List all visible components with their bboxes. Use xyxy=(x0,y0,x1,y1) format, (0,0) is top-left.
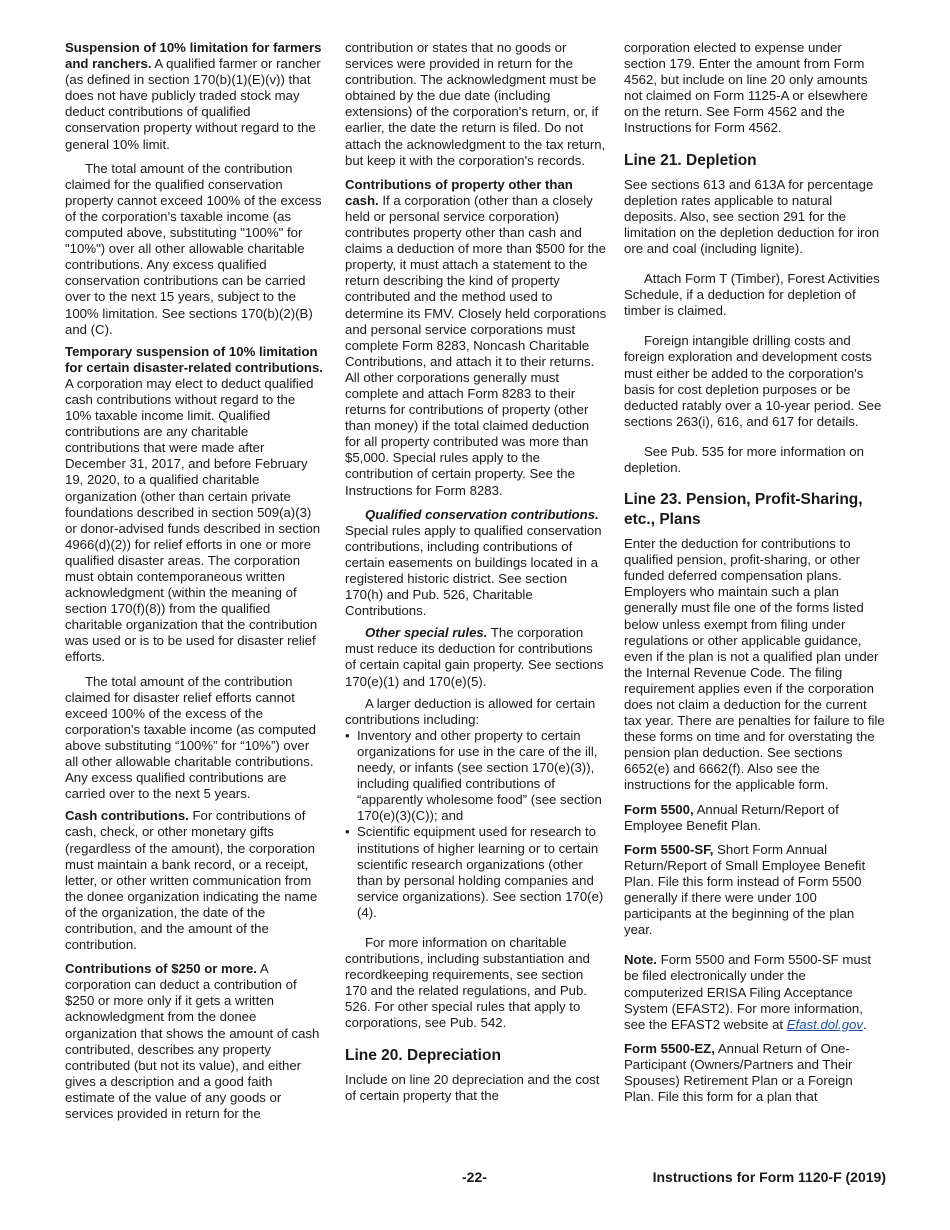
run-in-heading: Form 5500-SF, xyxy=(624,841,714,857)
section-heading: Line 21. Depletion xyxy=(624,151,757,169)
run-in-heading: Cash contributions. xyxy=(65,808,189,824)
column-3 xyxy=(624,40,886,1113)
page-number: -22- xyxy=(462,1169,487,1185)
run-in-heading: Contributions of property other than cash. xyxy=(345,176,573,208)
paragraph: See Pub. 535 for more information on depletion. xyxy=(624,443,864,475)
paragraph: Contributions of $250 or more. A corporation can deduct a contribution of $250 or more only if it gets a written acknowledgment from the donee organization that shows the amount of cash contributed, describes any property contributed (but not its value), and either gives a description and a good faith estimate of the value of any goods or services provided in return for the xyxy=(65,961,320,1121)
run-in-heading: Form 5500, xyxy=(624,801,694,817)
paragraph: Form 5500, Annual Return/Report of Employee Benefit Plan. xyxy=(624,801,839,833)
column-2 xyxy=(345,40,607,1112)
run-in-heading: Form 5500-EZ, xyxy=(624,1040,715,1056)
paragraph: Foreign intangible drilling costs and foreign exploration and development costs must either be added to the corporation's basis for cost depletion purposes or be deducted ratably over a 10-year period. See sections 263(i), 616, and 617 for details. xyxy=(624,333,882,429)
run-in-heading: Qualified conservation contributions. xyxy=(365,506,599,522)
run-in-heading: Contributions of $250 or more. xyxy=(65,961,257,977)
footer-form-title: Instructions for Form 1120-F (2019) xyxy=(652,1169,886,1185)
paragraph: Form 5500-SF, Short Form Annual Return/Report of Small Employee Benefit Plan. File this form instead of Form 5500 generally if there were under 100 participants at the beginning of the plan year. xyxy=(624,841,866,938)
run-in-heading: Temporary suspension of 10% limitation for certain disaster-related contributions. xyxy=(65,343,323,375)
paragraph: See sections 613 and 613A for percentage depletion rates applicable to natural deposits. Also, see section 291 for the limitation on the depletion deduction for iron ore and coal (including lignite). xyxy=(624,176,880,256)
paragraph: Qualified conservation contributions. Special rules apply to qualified conservation contributions, including contributions of certain easements on buildings located in a registered historic district. See section 170(h) and Pub. 526, Charitable Contributions. xyxy=(345,506,602,619)
paragraph: Suspension of 10% limitation for farmers and ranchers. A qualified farmer or rancher (as defined in section 170(b)(1)(E)(v)) that does not have publicly traded stock may deduct contributions of qualified conservation property without regard to the general 10% limit. xyxy=(65,40,322,152)
note-paragraph: Note. Form 5500 and Form 5500-SF must be filed electronically under the computerized ERISA Filing Acceptance System (EFAST2). For more information, see the EFAST2 website at Efast.dol.gov. xyxy=(624,952,871,1032)
paragraph: contribution or states that no goods or services were provided in return for the contribution. The acknowledgment must be obtained by the due date (including extensions) of the corporation's return, or, if earlier, the date the return is filed. Do not attach the acknowledgment to the tax return, but keep it with the corporation's records. xyxy=(345,40,606,168)
bullet-item: • Inventory and other property to certain organizations for use in the care of the ill, needy, or infants (see section 170(e)(3)), including qualified contributions of “apparently wholesome food” (see section 170(e)(3)(C)); and xyxy=(345,728,607,825)
bullet-item: • Scientific equipment used for research to institutions of higher learning or to certain scientific research organizations (other than by personal holding companies and service organizations). See section 170(e)(4). xyxy=(345,824,607,921)
run-in-heading: Other special rules. xyxy=(365,625,488,641)
paragraph: Include on line 20 depreciation and the cost of certain property that the xyxy=(345,1071,600,1103)
run-in-heading: Suspension of 10% limitation for farmers and ranchers. xyxy=(65,40,322,72)
paragraph: corporation elected to expense under section 179. Enter the amount from Form 4562, but include on line 20 only amounts not claimed on Form 1125-A or elsewhere on the return. See Form 4562 and the Instructions for Form 4562. xyxy=(624,40,868,136)
paragraph: Enter the deduction for contributions to qualified pension, profit-sharing, or other funded deferred compensation plans. Employers who maintain such a plan generally must file one of the forms listed below unless exempt from filing under regulations or other applicable guidance, even if the plan is not a qualified plan under the Internal Revenue Code. The filing requirement applies even if the corporation does not claim a deduction for the current tax year. There are penalties for failure to file these forms on time and for overstating the pension plan deduction. See sections 6652(e) and 6662(f). Also see the instructions for the applicable form. xyxy=(624,536,885,793)
paragraph: The total amount of the contribution claimed for disaster relief efforts cannot exceed 100% of the excess of the corporation's taxable income (as computed above substituting “100%” for “10%”) over all other allowable charitable contributions. Any excess qualified contributions are carried over to the next 5 years. xyxy=(65,673,317,802)
paragraph: Temporary suspension of 10% limitation for certain disaster-related contributions. A corporation may elect to deduct qualified cash contributions without regard to the 10% taxable income limit. Qualified contributions are any charitable contributions that were made after December 31, 2017, and before February 19, 2020, to a qualified charitable organization (other than certain private foundations described in section 509(a)(3) or donor-advised funds described in section 4966(d)(2)) for relief efforts in one or more qualified disaster areas. The corporation must obtain contemporaneous written acknowledgment (within the meaning of section 170(f)(8)) from the qualified charitable organization that the contribution was used or is to be used for disaster relief efforts. xyxy=(65,343,323,665)
run-in-heading: Note. xyxy=(624,952,657,968)
paragraph: The total amount of the contribution claimed for the qualified conservation property cannot exceed 100% of the excess of the corporation's taxable income (as computed above, substituting "100%" for "10%") over all other allowable charitable contributions. Any excess qualified conservation contributions can be carried over to the next 15 years, subject to the 100% limitation. See sections 170(b)(2)(B) and (C). xyxy=(65,160,322,337)
section-heading: Line 23. Pension, Profit-Sharing, etc., Plans xyxy=(624,491,863,529)
paragraph: For more information on charitable contributions, including substantiation and recordkeeping requirements, see section 170 and the related regulations, and Pub. 526. For other special rules that apply to corporations, see Pub. 542. xyxy=(345,934,590,1031)
paragraph: Cash contributions. For contributions of cash, check, or other monetary gifts (regardless of the amount), the corporation must maintain a bank record, or a receipt, letter, or other written communication from the donee organization indicating the name of the organization, the date of the contribution, and the amount of the contribution. xyxy=(65,808,318,953)
section-heading: Line 20. Depreciation xyxy=(345,1046,501,1064)
efast-link[interactable]: Efast.dol.gov xyxy=(786,1016,863,1032)
paragraph: Attach Form T (Timber), Forest Activities Schedule, if a deduction for depletion of timber is claimed. xyxy=(624,271,880,319)
paragraph: Contributions of property other than cash. If a corporation (other than a closely held or personal service corporation) contributes property other than cash and claims a deduction of more than $500 for the property, it must attach a statement to the return describing the kind of property contributed and the method used to determine its FMV. Closely held corporations and personal service corporations must complete Form 8283, Noncash Charitable Contributions, and attach it to their returns. All other corporations generally must complete and attach Form 8283 to their returns for contributions of property (other than money) if the total claimed deduction for all property contributed was more than $5,000. Special rules apply to the contribution of certain property. See the Instructions for Form 8283. xyxy=(345,176,607,498)
paragraph: Other special rules. The corporation must reduce its deduction for contributions of certain capital gain property. See sections 170(e)(1) and 170(e)(5). xyxy=(345,625,604,689)
column-1 xyxy=(65,40,325,1130)
paragraph: A larger deduction is allowed for certain contributions including: xyxy=(345,695,596,727)
paragraph: Form 5500-EZ, Annual Return of One-Participant (Owners/Partners and Their Spouses) Retirement Plan or a Foreign Plan. File this form for a plan that xyxy=(624,1040,853,1105)
